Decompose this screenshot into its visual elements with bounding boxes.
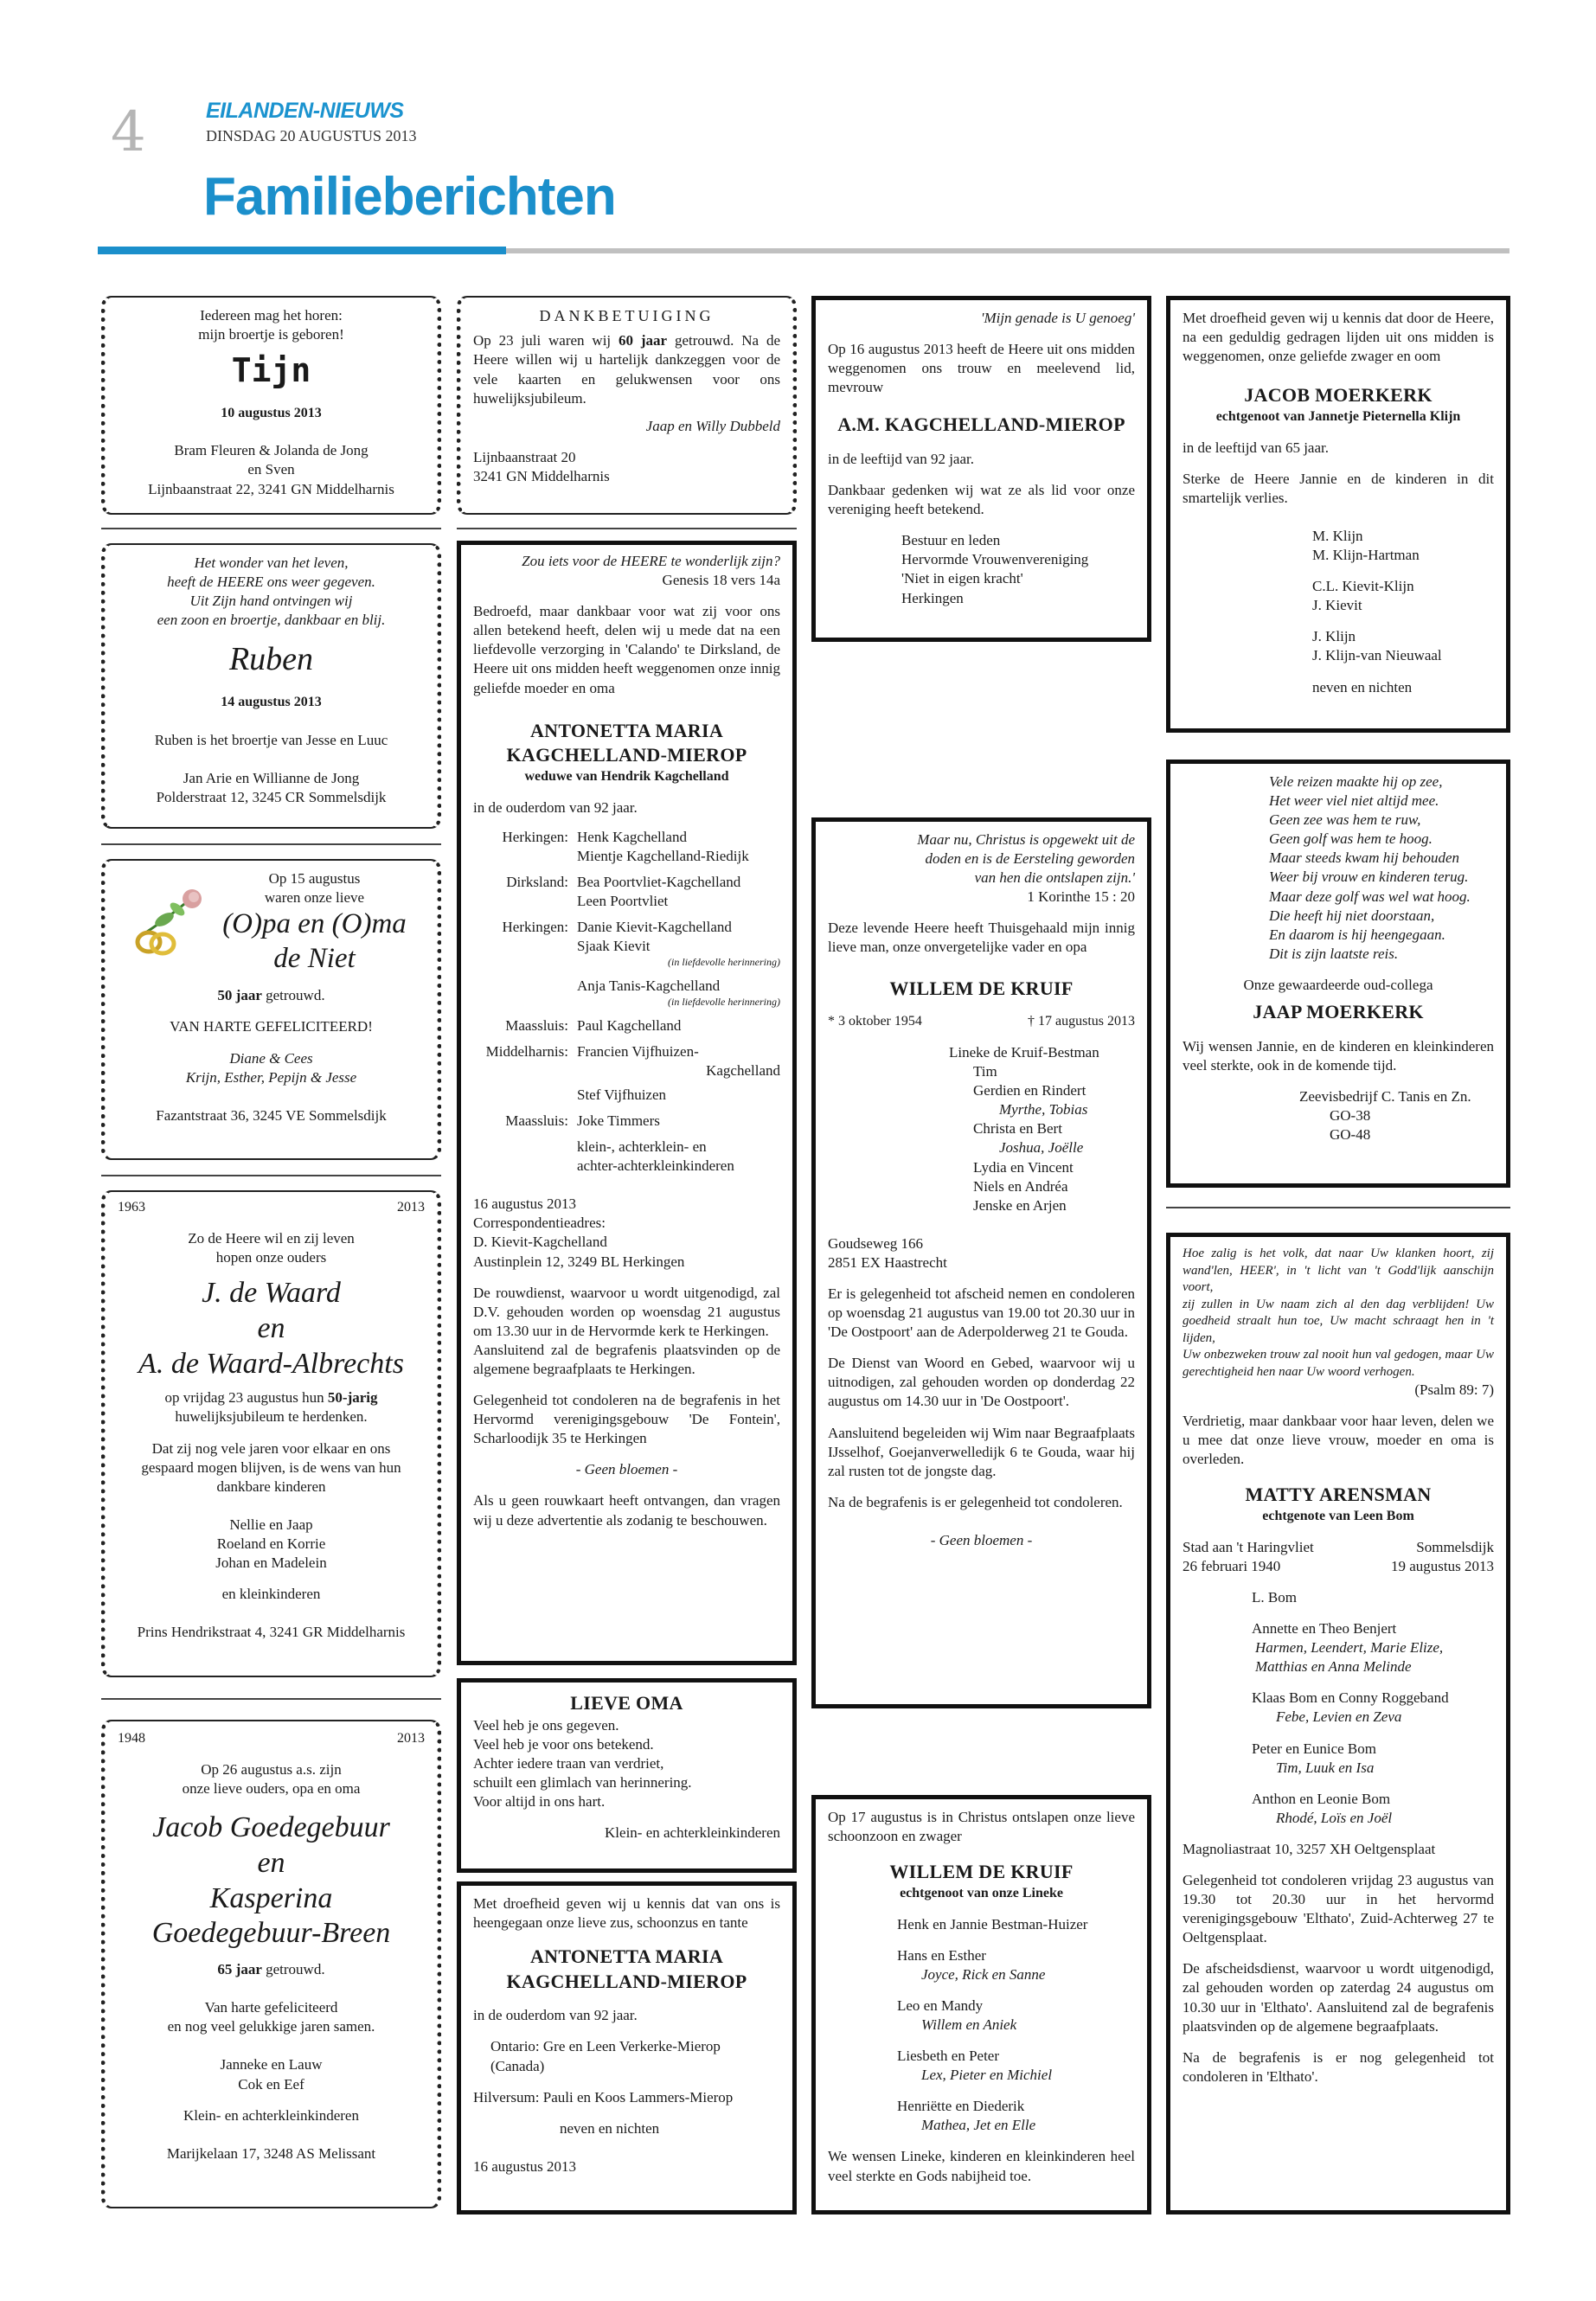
verse-line: Het wonder van het leven, xyxy=(194,554,349,571)
divider xyxy=(101,1698,441,1700)
place: Herkingen: xyxy=(502,828,568,845)
obituary-vrouwenvereniging xyxy=(811,296,1151,642)
grandchildren: Joyce, Rick en Sanne xyxy=(921,1965,1046,1983)
deceased-name: KAGCHELLAND-MIEROP xyxy=(506,1970,747,1992)
divider xyxy=(101,528,441,529)
congratulations: VAN HARTE GEFELICITEERD! xyxy=(170,1018,373,1035)
correspondence-name: D. Kievit-Kagchelland xyxy=(473,1234,607,1251)
couple-name: J. de Waard xyxy=(202,1276,341,1309)
poem-line: Dit is zijn laatste reis. xyxy=(1269,945,1399,962)
birth-notice-tijn xyxy=(101,296,441,515)
signatory: Bestuur en leden xyxy=(901,532,1001,549)
obituary-antonetta xyxy=(457,541,797,1665)
nephews-nieces: neven en nichten xyxy=(560,2119,660,2137)
family-member: Danie Kievit-Kagchelland xyxy=(577,919,732,936)
year-start: 1963 xyxy=(118,1200,145,1215)
parents: Bram Fleuren & Jolanda de Jong xyxy=(174,442,369,459)
signatory: Herkingen xyxy=(901,589,964,606)
grandchildren: Myrthe, Tobias xyxy=(999,1101,1088,1118)
bible-quote: Maar nu, Christus is opgewekt uit de xyxy=(917,831,1135,848)
birth-place: Stad aan 't Haringvliet xyxy=(1183,1538,1314,1555)
grandchildren: Lex, Pieter en Michiel xyxy=(921,2067,1053,2084)
family-member: Tim xyxy=(973,1063,997,1080)
poem-line: Maar steeds kwam hij behouden xyxy=(1269,849,1460,867)
year-end: 2013 xyxy=(397,1200,425,1215)
wish-line: gespaard mogen blijven, is de wens van hun xyxy=(141,1458,401,1476)
signatory: 'Niet in eigen kracht' xyxy=(901,570,1023,587)
burial-info: Aansluitend zal de begrafenis plaatsvinden op de algemene begraafplaats te Herkingen. xyxy=(473,1341,780,1377)
place: Maassluis: xyxy=(505,1016,568,1034)
obituary-matty-arensman xyxy=(1166,1233,1510,2214)
bible-quote: 'Mijn genade is U genoeg' xyxy=(980,310,1135,326)
psalm-quote: zij zullen in Uw naam zich al den dag verblijden! Uw goedheid straalt hun toe, Uw macht schraagt hen in 't lijden, xyxy=(1183,1297,1494,1345)
psalm-reference: (Psalm 89: 7) xyxy=(1414,1381,1494,1398)
family-member: Christa en Bert xyxy=(973,1120,1062,1138)
birth-date: 14 augustus 2013 xyxy=(221,694,322,709)
bible-quote: Zou iets voor de HEERE te wonderlijk zijn? xyxy=(522,553,780,569)
poem-line: Geen zee was hem te ruw, xyxy=(1269,811,1421,829)
bible-quote: doden en is de Eersteling geworden xyxy=(925,850,1135,868)
address: Lijnbaanstraat 20 xyxy=(473,448,576,465)
family-member: Henk en Jannie Bestman-Huizer xyxy=(897,1915,1088,1932)
correspondence-address: Austinplein 12, 3249 BL Herkingen xyxy=(473,1253,685,1270)
poem-line: Veel heb je ons gegeven. xyxy=(473,1716,619,1734)
body-text: Dankbaar gedenken wij wat ze als lid voor onze vereniging heeft betekend. xyxy=(828,482,1135,518)
deceased-name: WILLEM DE KRUIF xyxy=(889,977,1074,999)
body-text: Bedroefd, maar dankbaar voor wat zij voor ons allen betekend heeft, delen wij u mede dat na een liefdevolle verzorging in 'Calando' te Dirksland, de Heere uit ons midden heeft weggenomen onze innig geliefde moeder en oma xyxy=(473,603,780,696)
body-text: Wij wensen Jannie, en de kinderen en kleinkinderen veel sterkte, ook in de komende tijd. xyxy=(1183,1037,1494,1074)
poem-line: Veel heb je voor ons betekend. xyxy=(473,1735,654,1753)
signature: Klein- en achterkleinkinderen xyxy=(605,1824,780,1842)
intro-line: onze lieve ouders, opa en oma xyxy=(182,1779,361,1797)
family-member: Anja Tanis-Kagchelland xyxy=(577,977,721,994)
family-member: Gerdien en Rindert xyxy=(973,1082,1086,1099)
deceased-name: MATTY ARENSMAN xyxy=(1245,1484,1432,1506)
family-group xyxy=(473,873,780,911)
grandchildren: Klein- en achterkleinkinderen xyxy=(183,2106,359,2124)
year-end: 2013 xyxy=(397,1731,425,1746)
family-member: Annette en Theo Benjert xyxy=(1252,1620,1397,1638)
grandchildren: Willem en Aniek xyxy=(921,2016,1017,2033)
divider xyxy=(457,528,797,529)
congrats-line: en nog veel gelukkige jaren samen. xyxy=(167,2018,375,2035)
family-member: Peter en Eunice Bom xyxy=(1252,1740,1376,1757)
couple-name: Goedegebuur-Breen xyxy=(151,1917,391,1950)
poem-line: Het weer viel niet altijd mee. xyxy=(1269,792,1439,810)
poem-line: Achter iedere traan van verdriet, xyxy=(473,1754,664,1772)
obituary-antonetta-family xyxy=(457,1881,797,2214)
congrats-line: Van harte gefeliciteerd xyxy=(204,1999,338,2016)
verse-line: heeft de HEERE ons weer gegeven. xyxy=(167,574,375,591)
grandchildren: Tim, Luuk en Isa xyxy=(1276,1759,1375,1776)
couple-name: A. de Waard-Albrechts xyxy=(138,1347,404,1380)
address: 2851 EX Haastrecht xyxy=(828,1253,947,1271)
family-member: achter-achterkleinkinderen xyxy=(577,1157,734,1175)
family-member: Leo en Mandy xyxy=(897,1997,984,2014)
family-member: Klaas Bom en Conny Roggeband xyxy=(1252,1689,1449,1707)
family-group xyxy=(473,918,780,970)
place: Maassluis: xyxy=(505,1112,568,1129)
family-group xyxy=(473,977,780,1009)
birth-date: 26 februari 1940 xyxy=(1183,1557,1281,1574)
family-member: M. Klijn-Hartman xyxy=(1312,547,1420,564)
nephews-nieces: neven en nichten xyxy=(1312,678,1413,695)
poem-line: En daarom is hij heengegaan. xyxy=(1269,926,1445,943)
closing-note: Als u geen rouwkaart heeft ontvangen, dan vragen wij u deze advertentie als zodanig te beschouwen. xyxy=(473,1492,780,1529)
family-member: Leen Poortvliet xyxy=(577,893,669,910)
address: Marijkelaan 17, 3248 AS Melissant xyxy=(166,2144,376,2162)
years-married-rest: getrouwd. xyxy=(261,1961,325,1978)
psalm-quote: Uw onbezweken trouw zal nooit hun val gedogen, maar Uw gerechtigheid hen naar Uw woord verhogen. xyxy=(1183,1348,1494,1379)
intro-line: waren onze lieve xyxy=(264,889,365,907)
deceased-name: A.M. KAGCHELLAND-MIEROP xyxy=(837,413,1125,436)
intro-line: Iedereen mag het horen: xyxy=(200,307,343,324)
family-member: C.L. Kievit-Klijn xyxy=(1312,578,1414,595)
grandchildren: Harmen, Leendert, Marie Elize, Matthias en Anna Melinde xyxy=(1255,1639,1444,1676)
widow-of: weduwe van Hendrik Kagchelland xyxy=(524,768,729,784)
family-group xyxy=(473,1112,780,1131)
child: Janneke en Lauw xyxy=(220,2056,323,2073)
body-text: Sterke de Heere Jannie en de kinderen in dit smartelijk verlies. xyxy=(1183,470,1494,506)
section-title: Familieberichten xyxy=(203,167,616,227)
grandchildren: Rhodé, Loïs en Joël xyxy=(1276,1809,1393,1826)
family-group xyxy=(473,1016,780,1035)
grandchildren: Mathea, Jet en Elle xyxy=(921,2117,1036,2134)
place: Herkingen: xyxy=(502,919,568,936)
obituary-willem-de-kruif xyxy=(811,817,1151,1708)
spouse-of: echtgenoot van onze Lineke xyxy=(900,1885,1063,1900)
age: in de ouderdom van 92 jaar. xyxy=(473,2007,638,2024)
verse-line: een zoon en broertje, dankbaar en blij. xyxy=(157,612,386,629)
family-member: J. Kievit xyxy=(1312,597,1362,614)
family-member: Anthon en Leonie Bom xyxy=(1252,1790,1391,1807)
grandchildren: Joshua, Joëlle xyxy=(999,1139,1084,1157)
death-date: † 17 augustus 2013 xyxy=(1028,1014,1135,1029)
body-text: Met droefheid geven wij u kennis dat door de Heere, na een geduldig gedragen lijden uit ons midden is weggenomen, onze geliefde zwager en oom xyxy=(1183,310,1494,365)
rose-rings-icon xyxy=(130,881,216,961)
child: Cok en Eef xyxy=(238,2075,304,2093)
age: in de leeftijd van 92 jaar. xyxy=(828,450,974,467)
poem-line: schuilt een glimlach van herinnering. xyxy=(473,1773,692,1791)
correspondence-label: Correspondentieadres: xyxy=(473,1215,606,1232)
senders: Krijn, Esther, Pepijn & Jesse xyxy=(185,1068,357,1086)
deceased-name: ANTONETTA MARIA xyxy=(529,1945,724,1968)
family-member: Sjaak Kievit xyxy=(577,938,651,955)
verse-line: Uit Zijn hand ontvingen wij xyxy=(189,593,353,610)
age: in de leeftijd van 65 jaar. xyxy=(1183,439,1329,456)
family-member: Niels en Andréa xyxy=(973,1177,1068,1195)
intro-line: Op 15 augustus xyxy=(268,870,361,887)
deceased-name: KAGCHELLAND-MIEROP xyxy=(506,744,747,766)
poem-line: Maar deze golf was wel wat hoog. xyxy=(1269,888,1471,905)
body-text: Op 16 augustus 2013 heeft de Heere uit ons midden weggenomen ons trouw en meelevend lid, mevrouw xyxy=(828,341,1135,396)
couple-name: Kasperina xyxy=(209,1881,333,1914)
title-rule-blue xyxy=(98,247,506,254)
family-member: Henriëtte en Diederik xyxy=(897,2098,1025,2115)
birth-date: 10 augustus 2013 xyxy=(221,405,322,420)
notice-heading: DANKBETUIGING xyxy=(539,307,715,324)
vessel-id: GO-38 xyxy=(1330,1106,1371,1124)
parents: Jan Arie en Willianne de Jong xyxy=(183,769,360,786)
years-married-rest: getrouwd. xyxy=(261,987,325,1004)
poem-line: Weer bij vrouw en kinderen terug. xyxy=(1269,868,1469,886)
spouse-of: echtgenoot van Jannetje Pieternella Klijn xyxy=(1215,408,1461,424)
country: (Canada) xyxy=(490,2057,545,2074)
family-member: Stef Vijfhuizen xyxy=(577,1086,667,1103)
family-member: Henk Kagchelland xyxy=(577,828,687,845)
divider xyxy=(1166,1207,1510,1208)
poem-line: Die heeft hij niet doorstaan, xyxy=(1269,907,1435,924)
signature: Jaap en Willy Dubbeld xyxy=(645,417,780,434)
family-group xyxy=(473,1042,780,1105)
anniversary-de-waard xyxy=(101,1190,441,1677)
address: Lijnbaanstraat 22, 3241 GN Middelharnis xyxy=(148,480,394,497)
deceased-name: WILLEM DE KRUIF xyxy=(889,1861,1074,1883)
closing-note: Na de begrafenis is er nog gelegenheid tot condoleren in 'Elthato'. xyxy=(1183,2048,1494,2085)
family-names: Pauli en Koos Lammers-Mierop xyxy=(542,2088,734,2106)
page-number: 4 xyxy=(111,100,146,164)
family-member: Joke Timmers xyxy=(577,1112,660,1129)
closing-note: We wensen Lineke, kinderen en kleinkinderen heel veel sterkte en Gods nabijheid toe. xyxy=(828,2148,1135,2184)
couple-name: en xyxy=(257,1311,285,1344)
child: Roeland en Korrie xyxy=(216,1535,326,1552)
body-text: Op 23 juli waren wij xyxy=(473,332,619,349)
poem-line: Geen golf was hem te hoog. xyxy=(1269,830,1433,848)
intro-line: Zo de Heere wil en zij leven xyxy=(188,1229,355,1247)
wish-line: dankbare kinderen xyxy=(216,1477,326,1495)
address: Goudseweg 166 xyxy=(828,1234,924,1252)
address: Polderstraat 12, 3245 CR Sommelsdijk xyxy=(156,788,387,805)
death-date: 19 augustus 2013 xyxy=(1391,1557,1494,1574)
years-married: 60 jaar xyxy=(619,332,668,349)
family-group xyxy=(473,1138,780,1176)
address: Fazantstraat 36, 3245 VE Sommelsdijk xyxy=(156,1106,387,1124)
family-list xyxy=(473,828,780,1176)
family-member: Mientje Kagchelland-Riedijk xyxy=(577,847,749,864)
family-member: Hans en Esther xyxy=(897,1946,986,1964)
death-date: 16 augustus 2013 xyxy=(473,1195,576,1213)
family-member: Lineke de Kruif-Bestman xyxy=(949,1043,1099,1061)
no-flowers: - Geen bloemen - xyxy=(930,1531,1033,1548)
closing-note: Na de begrafenis is er gelegenheid tot condoleren. xyxy=(828,1493,1123,1510)
title-rule-grey xyxy=(506,248,1509,253)
service-info: De rouwdienst, waarvoor u wordt uitgenodigd, zal D.V. gehouden worden op woensdag 21 augustus om 13.30 uur in de Hervormde kerk te Herkingen. xyxy=(473,1284,780,1339)
place: Dirksland: xyxy=(506,873,568,890)
intro-line: Op 26 augustus a.s. zijn xyxy=(201,1760,342,1778)
family-group xyxy=(473,828,780,866)
age: in de ouderdom van 92 jaar. xyxy=(473,798,638,816)
couple-name: de Niet xyxy=(273,942,356,974)
baby-name: Ruben xyxy=(228,641,314,678)
signatory: Hervormde Vrouwenvereniging xyxy=(901,551,1089,568)
place: Middelharnis: xyxy=(485,1042,568,1060)
family-member: klein-, achterklein- en xyxy=(577,1138,707,1156)
grandchildren: Febe, Levien en Zeva xyxy=(1276,1708,1402,1726)
obituary-jacob-moerkerk xyxy=(1166,296,1510,733)
spouse-of: echtgenote van Leen Bom xyxy=(1262,1508,1414,1523)
jubilee-text: op vrijdag 23 augustus hun xyxy=(164,1389,328,1407)
address: 3241 GN Middelharnis xyxy=(473,467,610,484)
body-text: Op 17 augustus is in Christus ontslapen onze lieve schoonzoon en zwager xyxy=(828,1809,1135,1845)
company-name: Zeevisbedrijf C. Tanis en Zn. xyxy=(1299,1087,1471,1105)
anniversary-goedegebuur xyxy=(101,1720,441,2208)
psalm-quote: Hoe zalig is het volk, dat naar Uw klanken hoort, zij wand'len, HEER', in 't licht van 't Godd'lijk aanschijn voort, xyxy=(1183,1247,1494,1294)
family-member: Lydia en Vincent xyxy=(973,1158,1074,1176)
dankbetuiging xyxy=(457,296,797,515)
family-member: Francien Vijfhuizen- xyxy=(577,1042,699,1060)
baby-name: Tijn xyxy=(231,351,311,390)
intro-line: mijn broertje is geboren! xyxy=(198,326,344,343)
years-married: 50 jaar xyxy=(217,987,262,1004)
couple-name: (O)pa en (O)ma xyxy=(222,908,407,940)
intro-line: hopen onze ouders xyxy=(215,1248,327,1266)
obituary-lieve-oma xyxy=(457,1678,797,1873)
death-place: Sommelsdijk xyxy=(1416,1538,1494,1555)
sibling: en Sven xyxy=(247,461,295,478)
sibling: Ruben is het broertje van Jesse en Luuc xyxy=(154,731,388,748)
body-text: getrouwd. Na de Heere willen wij u hartelijk dankzeggen voor de vele kaarten en gelukwensen voor ons huwelijksjubileum. xyxy=(473,332,781,407)
place xyxy=(473,977,568,1009)
anniversary-de-niet xyxy=(101,859,441,1160)
poem-line: Voor altijd in ons hart. xyxy=(473,1792,606,1810)
burial-info: Aansluitend begeleiden wij Wim naar Begraafplaats IJsselhof, Goejanverwelledijk 6 te Gouda, waar hij zal rusten tot de jongste dag. xyxy=(828,1424,1135,1479)
place xyxy=(473,1138,568,1176)
child: Johan en Madelein xyxy=(215,1554,327,1572)
address: Magnoliastraat 10, 3257 XH Oeltgensplaat xyxy=(1183,1840,1436,1857)
family-member: Liesbeth en Peter xyxy=(897,2048,1000,2065)
memorial-note: (in liefdevolle herinnering) xyxy=(668,995,780,1008)
bible-reference: Genesis 18 vers 14a xyxy=(662,572,780,589)
newspaper-brand: EILANDEN-NIEUWS xyxy=(206,99,404,123)
jubilee-years: 50-jarig xyxy=(327,1389,378,1407)
wish-line: Dat zij nog vele jaren voor elkaar en ons xyxy=(151,1439,391,1457)
family-member: Kagchelland xyxy=(706,1061,780,1079)
address: Prins Hendrikstraat 4, 3241 GR Middelharnis xyxy=(137,1624,406,1641)
memorial-note: (in liefdevolle herinnering) xyxy=(668,956,780,969)
obituary-jaap-moerkerk xyxy=(1166,760,1510,1188)
couple-name: Jacob Goedegebuur xyxy=(152,1811,390,1843)
birth-date: * 3 oktober 1954 xyxy=(828,1014,922,1029)
divider xyxy=(101,1175,441,1176)
condolence-info: Gelegenheid tot condoleren na de begrafenis in het Hervormd verenigingsgebouw 'De Fontein', Scharloodijk 35 te Herkingen xyxy=(473,1392,780,1447)
no-flowers: - Geen bloemen - xyxy=(575,1461,678,1478)
obituary-willem-in-laws xyxy=(811,1795,1151,2214)
body-text: Deze levende Heere heeft Thuisgehaald mijn innig lieve man, onze onvergetelijke vader en opa xyxy=(828,920,1135,956)
family-member: J. Klijn xyxy=(1312,628,1356,645)
years-married: 65 jaar xyxy=(217,1961,262,1978)
poem-line: Vele reizen maakte hij op zee, xyxy=(1269,773,1443,790)
deceased-name: ANTONETTA MARIA xyxy=(529,719,724,741)
divider xyxy=(101,843,441,845)
condolence-info: Er is gelegenheid tot afscheid nemen en condoleren op woensdag 21 augustus van 19.00 tot 20.30 uur in 'De Oostpoort' aan de Aderpolderweg 21 te Gouda. xyxy=(828,1285,1135,1341)
body-text: Verdrietig, maar dankbaar voor haar leven, delen we u mee dat onze lieve vrouw, moeder en oma is overleden. xyxy=(1183,1413,1494,1468)
grandchildren: en kleinkinderen xyxy=(221,1586,321,1603)
place: Ontario: xyxy=(490,2038,540,2055)
issue-date: DINSDAG 20 AUGUSTUS 2013 xyxy=(206,127,417,144)
family-member: Paul Kagchelland xyxy=(577,1016,682,1034)
deceased-name: JACOB MOERKERK xyxy=(1244,384,1433,407)
couple-name: en xyxy=(257,1846,285,1879)
family-member: Jenske en Arjen xyxy=(973,1196,1067,1214)
year-start: 1948 xyxy=(118,1731,145,1746)
condolence-info: Gelegenheid tot condoleren vrijdag 23 augustus van 19.30 tot 20.30 uur in het hervormd verenigingsgebouw 'Elthato', Zuid-Achterweg 27 te Oeltgensplaat. xyxy=(1183,1871,1494,1946)
place: Hilversum: xyxy=(473,2088,540,2106)
senders: Diane & Cees xyxy=(229,1049,313,1067)
notice-heading: LIEVE OMA xyxy=(570,1692,683,1714)
bible-quote: van hen die ontslapen zijn.' xyxy=(974,869,1135,887)
deceased-name: JAAP MOERKERK xyxy=(1253,1001,1424,1023)
bible-reference: 1 Korinthe 15 : 20 xyxy=(1027,888,1135,906)
family-member: M. Klijn xyxy=(1312,527,1363,544)
family-member: L. Bom xyxy=(1252,1588,1297,1606)
family-member: Bea Poortvliet-Kagchelland xyxy=(577,873,741,890)
body-text: Met droefheid geven wij u kennis dat van ons is heengegaan onze lieve zus, schoonzus en tante xyxy=(473,1895,780,1932)
jubilee-text: huwelijksjubileum te herdenken. xyxy=(175,1408,368,1426)
intro-line: Onze gewaardeerde oud-collega xyxy=(1243,976,1433,993)
service-info: De afscheidsdienst, waarvoor u wordt uitgenodigd, zal gehouden worden op zaterdag 24 augustus om 10.30 uur in 'Elthato'. Aansluitend zal de begrafenis plaatsvinden op de algemene begraafplaats. xyxy=(1183,1960,1494,2035)
child: Nellie en Jaap xyxy=(229,1516,313,1533)
vessel-id: GO-48 xyxy=(1330,1126,1371,1143)
service-info: De Dienst van Woord en Gebed, waarvoor wij u uitnodigen, zal gehouden worden op donderdag 22 augustus om 14.30 uur in 'De Oostpoort'. xyxy=(828,1355,1135,1410)
birth-notice-ruben xyxy=(101,543,441,829)
death-date: 16 augustus 2013 xyxy=(473,2157,576,2175)
family-member: J. Klijn-van Nieuwaal xyxy=(1312,647,1442,664)
family-names: Gre en Leen Verkerke-Mierop xyxy=(542,2038,721,2055)
